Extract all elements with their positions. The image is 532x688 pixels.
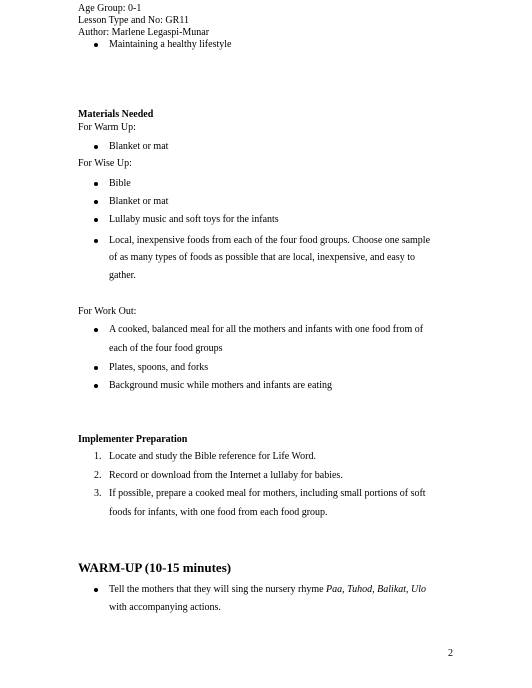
wise-up-item: Local, inexpensive foods from each of the four food groups. Choose one sample	[109, 235, 431, 246]
top-bullet-text: Maintaining a healthy lifestyle	[109, 39, 232, 50]
implementer-item-cont: foods for infants, with one food from each food group.	[109, 507, 328, 518]
bullet-icon	[94, 145, 98, 149]
author: Author: Marlene Legaspi-Munar	[78, 27, 210, 38]
wise-up-item-cont: gather.	[109, 270, 136, 281]
warmup-heading: WARM-UP (10-15 minutes)	[78, 560, 232, 575]
bullet-icon	[94, 328, 98, 332]
warm-up-item: Blanket or mat	[109, 141, 169, 152]
warmup-line	[109, 584, 426, 596]
wise-up-item: Blanket or mat	[109, 196, 169, 207]
work-out-item: A cooked, balanced meal for all the mothers and infants with one food from of	[109, 324, 424, 335]
warmup-line-text: Tell the mothers that they will sing the nursery rhyme	[109, 584, 327, 595]
implementer-heading: Implementer Preparation	[78, 434, 188, 445]
lesson-type: Lesson Type and No: GR11	[78, 15, 189, 26]
rhyme-title: Paa, Tuhod, Balikat, Ulo	[326, 584, 427, 595]
implementer-item: Locate and study the Bible reference for Life Word.	[109, 451, 316, 462]
list-number: 2.	[94, 470, 102, 481]
bullet-icon	[94, 43, 98, 47]
wise-up-item: Bible	[109, 178, 131, 189]
page-number: 2	[448, 648, 453, 659]
materials-heading: Materials Needed	[78, 109, 154, 120]
bullet-icon	[94, 588, 98, 592]
list-number: 3.	[94, 488, 102, 499]
warmup-line-cont: with accompanying actions.	[109, 602, 221, 613]
implementer-item: Record or download from the Internet a lullaby for babies.	[109, 470, 343, 481]
wise-up-item: Lullaby music and soft toys for the infants	[109, 214, 279, 225]
wise-up-item-cont: of as many types of foods as possible that are local, inexpensive, and easy to	[109, 252, 416, 263]
work-out-item-cont: each of the four food groups	[109, 343, 223, 354]
implementer-item: If possible, prepare a cooked meal for mothers, including small portions of soft	[109, 488, 426, 499]
work-out-label: For Work Out:	[78, 306, 137, 317]
work-out-item: Background music while mothers and infants are eating	[109, 380, 332, 391]
bullet-icon	[94, 200, 98, 204]
bullet-icon	[94, 366, 98, 370]
bullet-icon	[94, 218, 98, 222]
bullet-icon	[94, 182, 98, 186]
bullet-icon	[94, 384, 98, 388]
bullet-icon	[94, 239, 98, 243]
work-out-item: Plates, spoons, and forks	[109, 362, 209, 373]
wise-up-label: For Wise Up:	[78, 158, 132, 169]
list-number: 1.	[94, 451, 102, 462]
warm-up-label: For Warm Up:	[78, 122, 136, 133]
age-group: Age Group: 0-1	[78, 3, 142, 14]
